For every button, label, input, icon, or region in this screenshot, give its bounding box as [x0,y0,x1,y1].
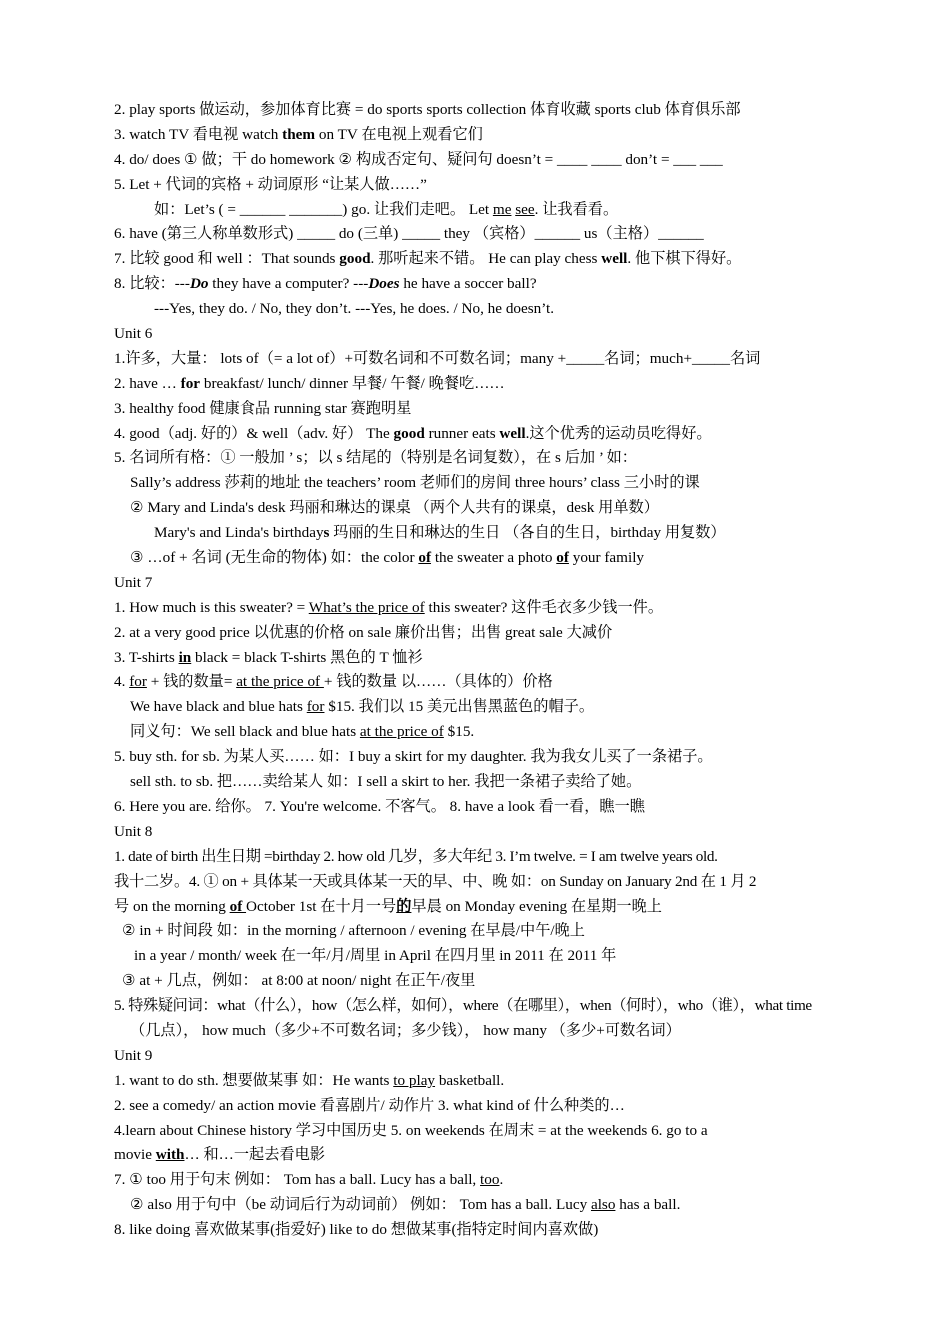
text-line: 1. want to do sth. 想要做某事 如：He wants to play basketball. [114,1071,505,1089]
text-line: movie with… 和…一起去看电影 [114,1146,325,1164]
text-line: 4. do/ does ① 做；干 do homework ② 构成否定句、疑问句 doesn’t = ____ ____ don’t = ___ ___ [114,150,723,168]
text-line: ③ …of + 名词 (无生命的物体) 如：the color of the sweater a photo of your family [130,549,645,567]
text-line: 8. like doing 喜欢做某事(指爱好) like to do 想做某事(指特定时间内喜欢做) [114,1221,599,1239]
text-line: 2. see a comedy/ an action movie 看喜剧片/ 动作片 3. what kind of 什么种类的… [114,1096,625,1114]
text-line: 号 on the morning of October 1st 在十月一号的早晨 on Monday evening 在星期一晚上 [114,897,662,915]
text-line: 5. buy sth. for sb. 为某人买…… 如：I buy a skirt for my daughter. 我为我女儿买了一条裙子。 [114,748,713,766]
text-line: ---Yes, they do. / No, they don’t. ---Yes, he does. / No, he doesn’t. [154,300,555,318]
text-line: 如：Let’s ( = ______ _______) go. 让我们走吧。 Let me see. 让我看看。 [154,200,619,218]
text-line: 2. play sports 做运动，参加体育比赛 = do sports sports collection 体育收藏 sports club 体育俱乐部 [114,101,741,118]
text-line: 1.许多，大量： lots of（= a lot of）+可数名词和不可数名词；many +_____名词；much+_____名词 [114,349,761,367]
text-line: We have black and blue hats for $15. 我们以 15 美元出售黑蓝色的帽子。 [130,698,595,716]
text-line: ③ at + 几点，例如： at 8:00 at noon/ night 在正午/夜里 [122,972,476,990]
text-line: 8. 比较：---Do they have a computer? ---Does he have a soccer ball? [114,275,537,293]
text-line: 我十二岁。4. ① on + 具体某一天或具体某一天的早、中、晚 如：on Sunday on January 2nd 在 1 月 2 [114,872,757,890]
text-line: in a year / month/ week 在一年/月/周里 in April 在四月里 in 2011 在 2011 年 [134,947,617,965]
text-line: ② Mary and Linda's desk 玛丽和琳达的课桌 （两个人共有的课桌，desk 用单数） [130,499,659,517]
unit-heading: Unit 9 [114,1046,153,1064]
unit-heading: Unit 8 [114,822,153,840]
text-line: 4. good（adj. 好的）& well（adv. 好） The good runner eats well.这个优秀的运动员吃得好。 [114,424,712,442]
text-line: Sally’s address 莎莉的地址 the teachers’ room 老师们的房间 three hours’ class 三小时的课 [130,474,700,492]
text-line: 6. have (第三人称单数形式) _____ do (三单) _____ they （宾格）______ us（主格）______ [114,225,704,243]
text-line: 4.learn about Chinese history 学习中国历史 5. on weekends 在周末 = at the weekends 6. go to a [114,1121,708,1139]
unit-heading: Unit 7 [114,573,153,591]
text-line: 5. Let + 代词的宾格 + 动词原形 “让某人做……” [114,175,427,193]
text-line: ② in + 时间段 如：in the morning / afternoon / evening 在早晨/中午/晚上 [122,922,585,940]
text-line: ② also 用于句中（be 动词后行为动词前） 例如： Tom has a ball. Lucy also has a ball. [130,1196,681,1214]
text-line: 3. T-shirts in black = black T-shirts 黑色的 T 恤衫 [114,648,423,666]
text-line: sell sth. to sb. 把……卖给某人 如：I sell a skirt to her. 我把一条裙子卖给了她。 [130,773,642,791]
text-line: 5. 特殊疑问词：what（什么），how（怎么样，如何），where（在哪里），when（何时），who（谁），what time [114,997,812,1015]
text-line: 7. 比较 good 和 well ：That sounds good. 那听起来不错。 He can play chess well. 他下棋下得好。 [114,250,742,268]
text-line: 3. healthy food 健康食品 running star 赛跑明星 [114,399,412,417]
document-page [114,98,844,1243]
text-line: 1. How much is this sweater? = What’s the price of this sweater? 这件毛衣多少钱一件。 [114,598,664,616]
text-line: 2. have … for breakfast/ lunch/ dinner 早餐/ 午餐/ 晚餐吃…… [114,374,505,392]
text-line: 4. for + 钱的数量= at the price of + 钱的数量 以……（具体的）价格 [114,673,553,691]
text-line: 同义句：We sell black and blue hats at the price of $15. [130,723,475,741]
text-line: 2. at a very good price 以优惠的价格 on sale 廉价出售；出售 great sale 大减价 [114,623,613,641]
text-line: 1. date of birth 出生日期 =birthday 2. how old 几岁，多大年纪 3. I’m twelve. = I am twelve years old. [114,847,718,865]
text-line: 7. ① too 用于句末 例如： Tom has a ball. Lucy has a ball, too. [114,1171,504,1189]
text-line: 3. watch TV 看电视 watch them on TV 在电视上观看它们 [114,125,483,143]
text-line: （几点）， how much（多少+不可数名词；多少钱）， how many （多少+可数名词） [130,1021,681,1039]
unit-heading: Unit 6 [114,325,153,343]
text-line: 6. Here you are. 给你。 7. You're welcome. 不客气。 8. have a look 看一看，瞧一瞧 [114,797,645,815]
text-line: Mary's and Linda's birthdays 玛丽的生日和琳达的生日 （各自的生日，birthday 用复数） [154,524,726,542]
text-line: 5. 名词所有格：① 一般加 ’ s；以 s 结尾的（特别是名词复数），在 s 后加 ’ 如： [114,449,637,467]
